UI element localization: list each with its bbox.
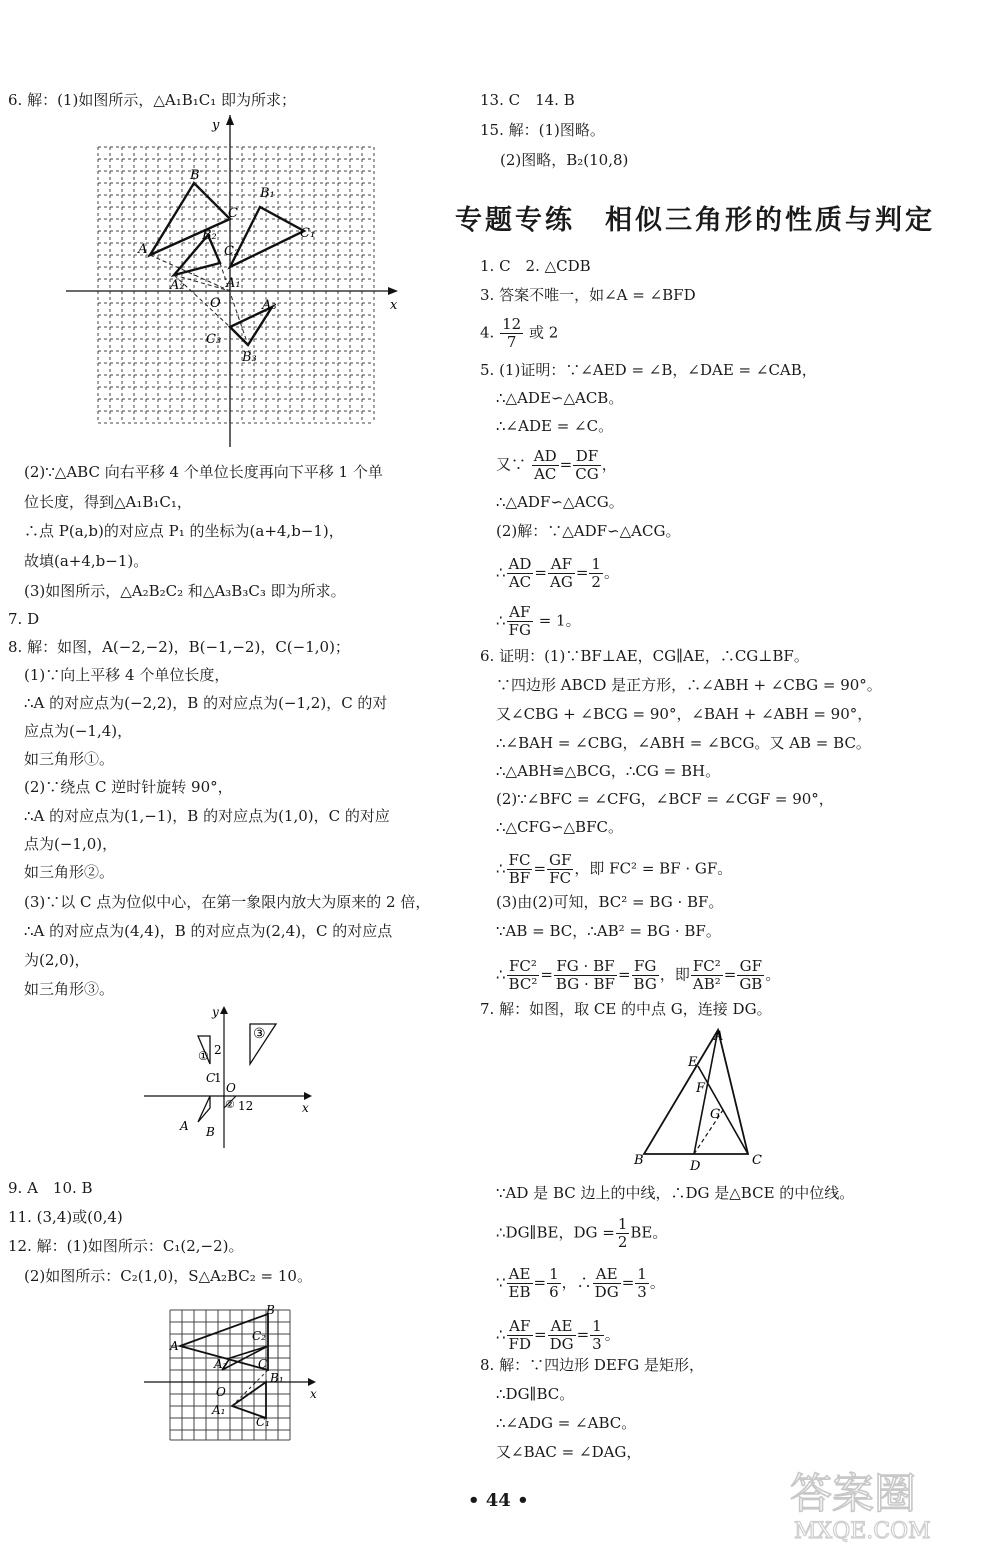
- svg-text:A: A: [180, 1119, 189, 1133]
- figure-grid-translation: [62, 115, 402, 455]
- q8-part1-line1: (1)∵向上平移 4 个单位长度，: [24, 666, 230, 684]
- svg-text:A₂: A₂: [170, 278, 185, 293]
- svg-text:B: B: [266, 1303, 275, 1317]
- q6-part2-line1: (2)∵△ABC 向右平移 4 个单位长度再向下平移 1 个单: [24, 463, 383, 481]
- svg-text:O: O: [216, 1385, 226, 1399]
- svg-text:A: A: [138, 242, 148, 257]
- r-q8-line2: ∴DG∥BC。: [496, 1385, 575, 1403]
- svg-text:B₂: B₂: [202, 228, 217, 243]
- svg-text:E: E: [688, 1055, 698, 1070]
- r-q5-line7: ∴ $\frac{AD}{AC}$ = $\frac{AF}{AG}$ = $\frac{1}{2}$ 。: [496, 555, 619, 591]
- q8-part3-line3: 为(2,0)，: [24, 951, 90, 969]
- r-q7-line5: ∴ $\frac{AF}{FD}$ = $\frac{AE}{DG}$ = $\frac{1}{3}$ 。: [496, 1317, 620, 1353]
- r-q8-line3: ∴∠ADG = ∠ABC。: [496, 1414, 637, 1432]
- q6-part2-line3: ∴点 P(a,b)的对应点 P₁ 的坐标为(a+4,b−1)，: [24, 522, 344, 540]
- r-q6-line8: ∴ $\frac{FC}{BF}$ = $\frac{GF}{FC}$ ，即 FC² = BF · GF。: [496, 851, 733, 887]
- svg-text:B: B: [190, 168, 200, 183]
- svg-text:O: O: [226, 1081, 236, 1095]
- figure-transformations: [140, 1004, 320, 1150]
- svg-text:①: ①: [198, 1049, 209, 1063]
- r-q6-line7: ∴△CFG∽△BFC。: [496, 818, 623, 836]
- watermark-line2: MXQE.COM: [794, 1519, 931, 1544]
- svg-text:B₁: B₁: [270, 1371, 284, 1385]
- watermark-logo: [780, 1462, 990, 1544]
- r-q3: 3. 答案不唯一，如∠A = ∠BFD: [480, 286, 696, 304]
- svg-text:D: D: [690, 1159, 701, 1172]
- q12-part1: 12. 解：(1)如图所示：C₁(2,−2)。: [8, 1237, 244, 1255]
- svg-text:x: x: [302, 1101, 309, 1115]
- page-number: • 44 •: [468, 1490, 529, 1511]
- q8-part1-line3: 应点为(−1,4)，: [24, 722, 133, 740]
- r-q6-line2: ∵四边形 ABCD 是正方形，∴∠ABH + ∠CBG = 90°。: [496, 676, 882, 694]
- svg-text:C₂: C₂: [252, 1329, 266, 1343]
- svg-text:A₃: A₃: [262, 298, 277, 313]
- q8-part2-line3: 点为(−1,0)，: [24, 835, 118, 853]
- q8-part3-line2: ∴A 的对应点为(4,4)，B 的对应点为(2,4)，C 的对应点: [24, 922, 393, 940]
- svg-text:A₁: A₁: [212, 1403, 226, 1417]
- svg-text:B: B: [206, 1125, 215, 1139]
- r-q8-line1: 8. 解：∵四边形 DEFG 是矩形，: [480, 1356, 704, 1374]
- r-q5-line4: 又∵ $\frac{AD}{AC}$ = $\frac{DF}{CG}$ ，: [496, 447, 617, 483]
- svg-text:C: C: [228, 206, 238, 221]
- r-q7-line4: ∵ $\frac{AE}{EB}$ = $\frac{1}{6}$ ，∴ $\frac{AE}{DG}$ = $\frac{1}{3}$ 。: [496, 1265, 665, 1301]
- q8-part2-line2: ∴A 的对应点为(1,−1)，B 的对应点为(1,0)，C 的对应: [24, 807, 390, 825]
- q12-part2: (2)如图所示：C₂(1,0)，S△A₂BC₂ = 10。: [24, 1267, 312, 1285]
- svg-text:F: F: [696, 1081, 706, 1096]
- r-q5-line5: ∴△ADF∽△ACG。: [496, 493, 624, 511]
- q6-part2-line2: 位长度，得到△A₁B₁C₁，: [24, 493, 192, 511]
- svg-text:C₁: C₁: [256, 1415, 270, 1429]
- r-q5-line6: (2)解：∵△ADF∽△ACG。: [496, 522, 681, 540]
- svg-text:C₂: C₂: [224, 244, 240, 259]
- r-q5-line8: ∴ $\frac{AF}{FG}$ = 1。: [496, 603, 581, 639]
- svg-text:1: 1: [214, 1071, 222, 1085]
- r-q6-line6: (2)∵∠BFC = ∠CFG，∠BCF = ∠CGF = 90°，: [496, 790, 834, 808]
- svg-text:G: G: [710, 1107, 721, 1122]
- r-q5-line1: 5. (1)证明：∵∠AED = ∠B，∠DAE = ∠CAB，: [480, 361, 817, 379]
- svg-text:A: A: [170, 1339, 179, 1353]
- svg-text:C₃: C₃: [206, 332, 222, 347]
- figure-triangle-midpoint: [630, 1026, 780, 1172]
- q8-part2-line1: (2)∵绕点 C 逆时针旋转 90°，: [24, 778, 233, 796]
- svg-text:O: O: [210, 296, 221, 311]
- svg-text:B₃: B₃: [242, 350, 257, 365]
- q6-part3: (3)如图所示，△A₂B₂C₂ 和△A₃B₃C₃ 即为所求。: [24, 582, 346, 600]
- svg-text:A: A: [714, 1029, 724, 1044]
- figure-rotation-grid: [140, 1302, 330, 1448]
- svg-text:y: y: [212, 1005, 219, 1019]
- svg-text:③: ③: [253, 1026, 266, 1042]
- svg-text:B₁: B₁: [260, 186, 275, 201]
- r-q1-2: 1. C 2. △CDB: [480, 257, 591, 275]
- svg-text:A₂: A₂: [214, 1357, 228, 1371]
- q6-part2-line4: 故填(a+4,b−1)。: [24, 552, 149, 570]
- svg-text:C: C: [752, 1153, 762, 1168]
- r-q7-line1: 7. 解：如图，取 CE 的中点 G，连接 DG。: [480, 1000, 772, 1018]
- q8-part1-line2: ∴A 的对应点为(−2,2)，B 的对应点为(−1,2)，C 的对: [24, 694, 388, 712]
- svg-text:12: 12: [238, 1099, 254, 1113]
- r-q6-line3: 又∠CBG + ∠BCG = 90°，∠BAH + ∠ABH = 90°，: [496, 705, 873, 723]
- q6-heading: 6. 解：(1)如图所示，△A₁B₁C₁ 即为所求；: [8, 91, 297, 109]
- q9-10-answers: 9. A 10. B: [8, 1179, 93, 1197]
- q7-answer: 7. D: [8, 610, 40, 628]
- r-q5-line3: ∴∠ADE = ∠C。: [496, 417, 614, 435]
- q15-part1: 15. 解：(1)图略。: [480, 121, 605, 139]
- r-q6-line10: ∵AB = BC，∴AB² = BG · BF。: [496, 922, 721, 940]
- r-q4: 4. $\frac{12}{7}$ 或 2: [480, 315, 559, 351]
- q8-part3-line1: (3)∵以 C 点为位似中心，在第一象限内放大为原来的 2 倍，: [24, 893, 431, 911]
- q13-14-answers: 13. C 14. B: [480, 91, 575, 109]
- svg-text:C₁: C₁: [300, 226, 316, 241]
- q11-answer: 11. (3,4)或(0,4): [8, 1208, 123, 1226]
- q15-part2: (2)图略，B₂(10,8): [500, 151, 629, 169]
- svg-text:②: ②: [225, 1098, 235, 1111]
- r-q6-line9: (3)由(2)可知，BC² = BG · BF。: [496, 893, 724, 911]
- svg-text:2: 2: [214, 1043, 222, 1057]
- q8-part3-line4: 如三角形③。: [24, 980, 115, 998]
- svg-text:B: B: [634, 1153, 644, 1168]
- svg-text:A₁: A₁: [226, 276, 241, 291]
- svg-text:y: y: [212, 118, 220, 133]
- q8-part1-line4: 如三角形①。: [24, 750, 115, 768]
- section-title: 专题专练 相似三角形的性质与判定: [455, 205, 935, 236]
- svg-text:C: C: [258, 1357, 268, 1371]
- r-q6-line5: ∴△ABH≌△BCG，∴CG = BH。: [496, 762, 721, 780]
- q8-heading: 8. 解：如图，A(−2,−2)，B(−1,−2)，C(−1,0)；: [8, 638, 350, 656]
- r-q6-line4: ∴∠BAH = ∠CBG，∠ABH = ∠BCG。又 AB = BC。: [496, 734, 871, 752]
- r-q8-line4: 又∠BAC = ∠DAG，: [496, 1443, 642, 1461]
- svg-text:x: x: [390, 298, 398, 313]
- svg-text:x: x: [310, 1387, 317, 1401]
- r-q6-line1: 6. 证明：(1)∵BF⊥AE，CG∥AE，∴CG⊥BF。: [480, 647, 809, 665]
- svg-text:C: C: [206, 1071, 216, 1085]
- watermark-line1: 答案圈: [790, 1469, 917, 1518]
- r-q6-line11: ∴ $\frac{\text{FC²}}{\text{BC²}}$ = $\frac{FG \cdot BF}{BG \cdot BF}$ = $\frac{FG}{BG}$ ，即 $\frac{\text{FC²}}{\text{AB²}}$ = $\frac{GF}{GB}$ 。: [496, 957, 781, 993]
- r-q5-line2: ∴△ADE∽△ACB。: [496, 389, 624, 407]
- r-q7-line2: ∵AD 是 BC 边上的中线，∴DG 是△BCE 的中位线。: [496, 1184, 855, 1202]
- q8-part2-line4: 如三角形②。: [24, 863, 115, 881]
- r-q7-line3: ∴DG∥BE，DG = $\frac{1}{2}$ BE。: [496, 1215, 668, 1251]
